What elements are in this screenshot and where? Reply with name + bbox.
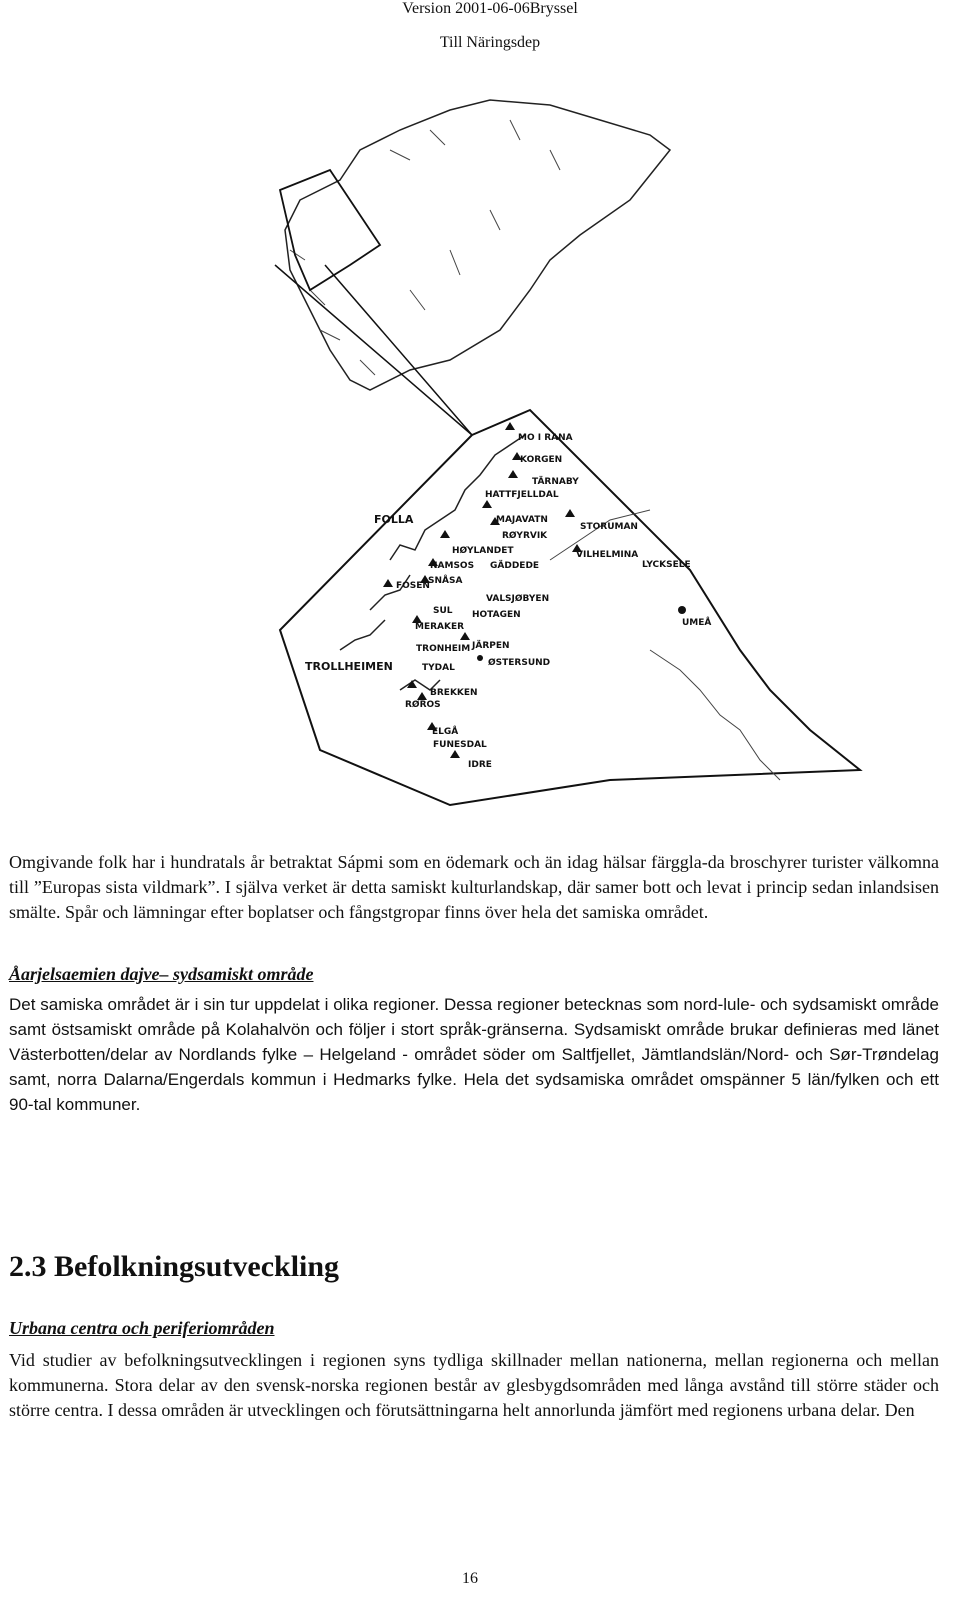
sapmi-region-map (250, 90, 950, 820)
map-label: STORUMAN (580, 522, 638, 532)
page-number: 16 (462, 1570, 478, 1587)
south-sami-paragraph: Det samiska området är i sin tur uppdelat i olika regioner. Dessa regioner betecknas som nord-lule- och sydsamiskt område samt östsamiskt område på Kolahalvön och följer i stort språk-gränserna. Sydsamiskt område brukar definieras med länet Västerbotten/delar av Nordlands fylke – Helgeland - området söder om Saltfjellet, Jämtlandslän/Nord- och Sør-Trøndelag samt, norra Dalarna/Engerdals kommun i Hedmarks fylke. Hela det sydsamiska området omspänner 5 län/fylken och ett 90-tal kommuner. (9, 995, 939, 1114)
map-label: NAMSOS (430, 561, 475, 571)
map-label: FUNESDAL (433, 740, 487, 750)
header-recipient: Till Näringsdep (439, 34, 541, 51)
map-label: SUL (433, 606, 453, 616)
map-label: ELGÅ (432, 727, 459, 737)
map-label: HATTFJELLDAL (485, 490, 559, 500)
map-label: TRONHEIM (416, 644, 471, 654)
map-label: MO I RANA (518, 433, 573, 443)
map-label: SNÅSA (428, 576, 463, 586)
map-label: TÄRNABY (532, 477, 579, 487)
section-heading-urban: Urbana centra och periferiområden (9, 1318, 275, 1338)
map-label: MAJAVATN (496, 515, 548, 525)
enlarged-region (280, 410, 860, 805)
map-label: BREKKEN (430, 688, 478, 698)
map-label: MERAKER (415, 622, 465, 632)
map-label: RØYRVIK (502, 531, 548, 541)
inset-frame (280, 170, 380, 290)
map-illustration (250, 90, 950, 820)
intro-paragraph: Omgivande folk har i hundratals år betraktat Sápmi som en ödemark och än idag hälsar färggla-da broschyrer turister välkomna till ”Europas sista vildmark”. I själva verket är detta samiskt kulturlandskap, där samer bott och levat i princip sedan inlandsisen smälte. Spår och lämningar efter boplatser och fångstgropar finns över hela det samiska området. (9, 852, 939, 922)
scandinavia-outline (285, 100, 670, 390)
map-labels (305, 433, 711, 770)
map-label: TYDAL (422, 663, 455, 673)
map-label: HØYLANDET (452, 546, 514, 556)
urban-paragraph: Vid studier av befolkningsutvecklingen i regionen syns tydliga skillnader mellan nationerna, mellan regionerna och mellan kommunerna. Stora delar av den svensk-norska regionen består av glesbygdsområden med långa avstånd till större städer och större centra. I dessa områden är utvecklingen och förutsättningarna helt annorlunda jämfört med regionens urbana delar. Den (9, 1350, 939, 1420)
header-version: Version 2001-06-06Bryssel (402, 0, 578, 17)
chapter-heading: 2.3 Befolkningsutveckling (9, 1250, 340, 1283)
map-label: TROLLHEIMEN (305, 660, 393, 673)
map-label: FOSEN (396, 581, 430, 591)
map-label: KORGEN (520, 455, 563, 465)
map-label: FOLLA (374, 513, 414, 526)
map-label: GÄDDEDE (490, 561, 540, 571)
map-label: VALSJØBYEN (486, 594, 550, 604)
section-heading-south-sami: Åarjelsaemien dajve– sydsamiskt område (9, 964, 314, 984)
map-label: IDRE (468, 760, 492, 770)
map-label: RØROS (405, 700, 441, 710)
map-label: ØSTERSUND (488, 658, 551, 668)
map-label: UMEÅ (682, 618, 712, 628)
map-label: VILHELMINA (576, 550, 639, 560)
map-label: HOTAGEN (472, 610, 521, 620)
map-label: LYCKSELE (642, 560, 691, 570)
map-label: JÄRPEN (472, 641, 510, 651)
